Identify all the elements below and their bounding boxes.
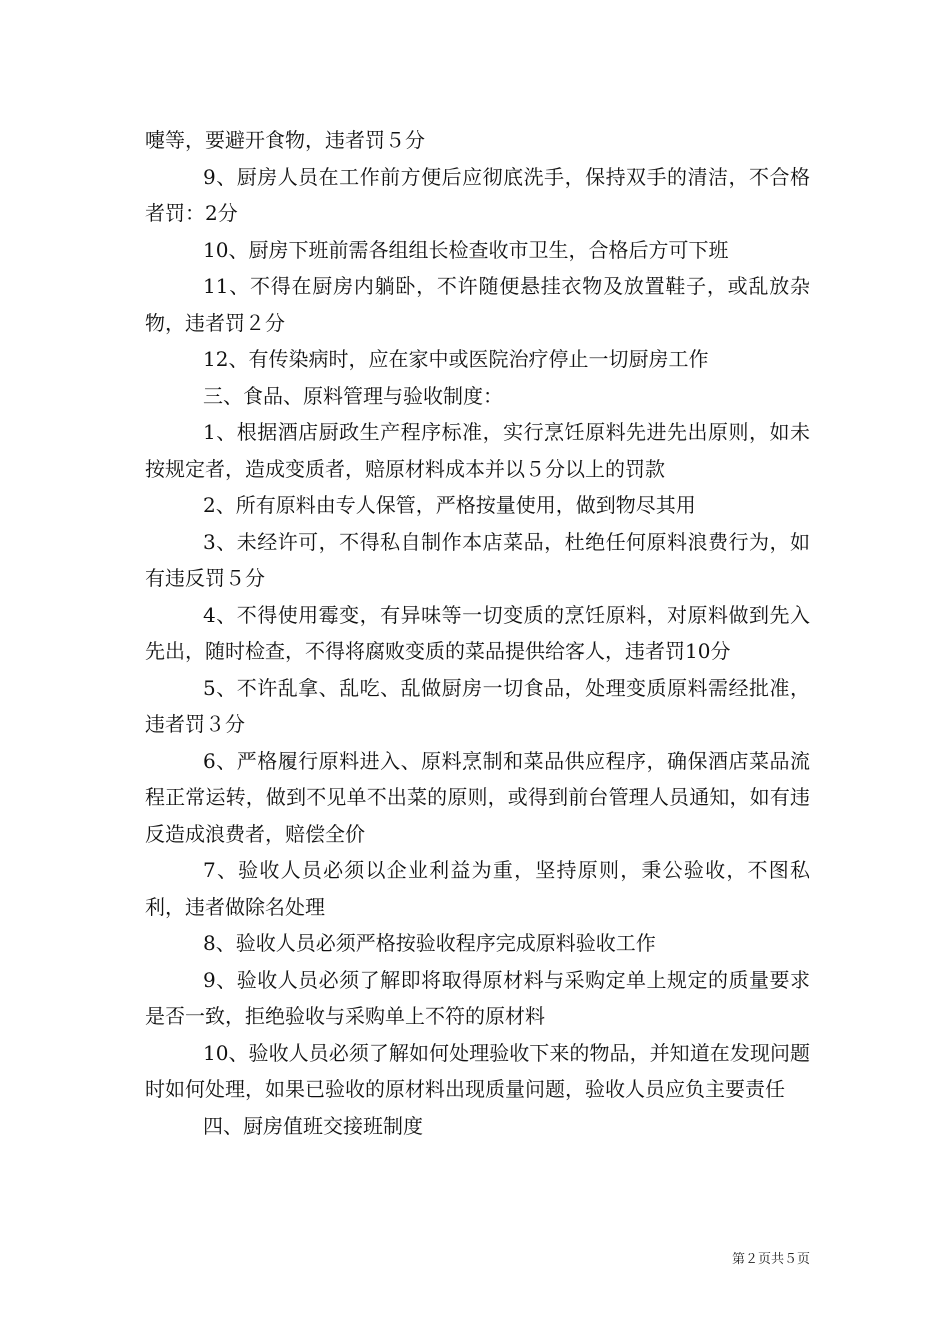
paragraph-food-rule-8: 8、验收人员必须严格按验收程序完成原料验收工作: [203, 931, 656, 955]
paragraph-rule-9-handwashing: 9、厨房人员在工作前方便后应彻底洗手，保持双手的清洁，不合格者罚：2分: [145, 164, 810, 225]
paragraph-food-rule-10: 10、验收人员必须了解如何处理验收下来的物品，并知道在发现问题时如何处理，如果已验收的原材料出现质量问题，验收人员应负主要责任: [145, 1040, 810, 1101]
document-body: [145, 122, 810, 1144]
paragraph-rule-10-closing-hygiene: 10、厨房下班前需各组组长检查收市卫生，合格后方可下班: [203, 237, 729, 262]
paragraph-food-rule-5: 5、不许乱拿、乱吃、乱做厨房一切食品，处理变质原料需经批准，违者罚３分: [145, 675, 810, 736]
paragraph-food-rule-4: 4、不得使用霉变，有异味等一切变质的烹饪原料，对原料做到先入先出，随时检查，不得将腐败变质的菜品提供给客人，违者罚10分: [145, 602, 810, 663]
paragraph-continuation: 嚏等，要避开食物，违者罚５分: [145, 128, 425, 152]
paragraph-food-rule-3: 3、未经许可，不得私自制作本店菜品，杜绝任何原料浪费行为，如有违反罚５分: [145, 529, 810, 590]
paragraph-rule-11-no-lying: 11、不得在厨房内躺卧，不许随便悬挂衣物及放置鞋子，或乱放杂物，违者罚２分: [145, 274, 810, 335]
section-heading-3: 三、食品、原料管理与验收制度：: [203, 383, 503, 408]
section-heading-4: 四、厨房值班交接班制度: [203, 1113, 423, 1138]
paragraph-food-rule-9: 9、验收人员必须了解即将取得原材料与采购定单上规定的质量要求是否一致，拒绝验收与采购单上不符的原材料: [145, 967, 810, 1028]
paragraph-food-rule-7: 7、验收人员必须以企业利益为重，坚持原则，秉公验收，不图私利，违者做除名处理: [145, 858, 810, 919]
page-number-footer: 第２页共５页: [731, 1252, 810, 1267]
paragraph-food-rule-2: 2、所有原料由专人保管，严格按量使用，做到物尽其用: [203, 493, 696, 517]
paragraph-food-rule-1: 1、根据酒店厨政生产程序标准，实行烹饪原料先进先出原则，如未按规定者，造成变质者，赔原材料成本并以５分以上的罚款: [145, 420, 810, 481]
paragraph-food-rule-6: 6、严格履行原料进入、原料烹制和菜品供应程序，确保酒店菜品流程正常运转，做到不见单不出菜的原则，或得到前台管理人员通知，如有违反造成浪费者，赔偿全价: [145, 748, 810, 846]
paragraph-rule-12-infectious-disease: 12、有传染病时，应在家中或医院治疗停止一切厨房工作: [203, 347, 709, 371]
